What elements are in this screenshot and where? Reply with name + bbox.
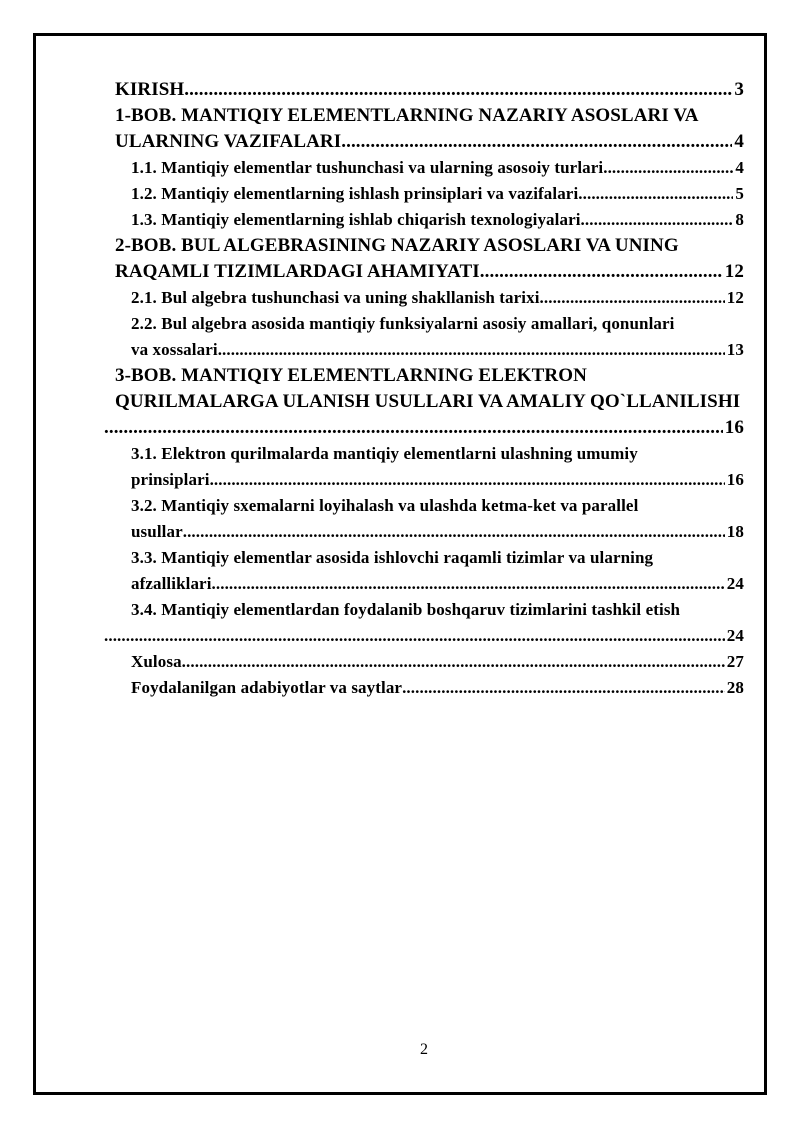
toc-entry-text: Xulosa bbox=[131, 652, 182, 671]
toc-entry-text: 1.2. Mantiqiy elementlarning ishlash prinsiplari va vazifalari bbox=[131, 184, 579, 203]
toc-entry-text: afzalliklari bbox=[131, 574, 212, 593]
toc-line bbox=[104, 155, 744, 181]
toc-entry-1-bob[interactable] bbox=[104, 103, 744, 155]
toc-entry-text: 3.1. Elektron qurilmalarda mantiqiy elementlarni ulashning umumiy bbox=[131, 444, 638, 463]
toc-entry-text: RAQAMLI TIZIMLARDAGI AHAMIYATI bbox=[115, 261, 480, 282]
dot-leader bbox=[480, 259, 723, 285]
dot-leader bbox=[104, 415, 723, 441]
toc-line bbox=[104, 311, 744, 337]
toc-line bbox=[104, 337, 744, 363]
toc-entry-text: Foydalanilgan adabiyotlar va saytlar bbox=[131, 678, 403, 697]
toc-entry-text: 2-BOB. BUL ALGEBRASINING NAZARIY ASOSLARI VA UNING bbox=[115, 235, 679, 256]
toc-entry-page: 24 bbox=[726, 626, 744, 645]
toc-entry-2-1[interactable] bbox=[104, 285, 744, 311]
toc-line bbox=[104, 545, 744, 571]
toc-entry-text: 3.3. Mantiqiy elementlar asosida ishlovchi raqamli tizimlar va ularning bbox=[131, 548, 654, 567]
toc-line bbox=[104, 415, 744, 441]
toc-entry-page: 12 bbox=[724, 261, 744, 282]
toc-entry-1-1[interactable] bbox=[104, 155, 744, 181]
toc-entry-adabiyotlar[interactable] bbox=[104, 675, 744, 701]
toc-entry-3-bob[interactable] bbox=[104, 363, 744, 441]
dot-leader bbox=[581, 207, 734, 233]
toc-entry-page: 24 bbox=[726, 574, 744, 593]
toc-entry-text: va xossalari bbox=[131, 340, 218, 359]
toc-entry-page: 4 bbox=[734, 131, 744, 152]
toc-entry-text: QURILMALARGA ULANISH USULLARI VA AMALIY QO`LLANILISHI bbox=[115, 391, 741, 412]
toc-entry-1-2[interactable] bbox=[104, 181, 744, 207]
toc-entry-text: KIRISH bbox=[115, 79, 185, 100]
toc-entry-text: 2.2. Bul algebra asosida mantiqiy funksiyalarni asosiy amallari, qonunlari bbox=[131, 314, 675, 333]
toc-line bbox=[104, 571, 744, 597]
toc-line bbox=[104, 493, 744, 519]
dot-leader bbox=[182, 649, 725, 675]
toc-entry-page: 27 bbox=[726, 652, 744, 671]
toc-line bbox=[104, 233, 744, 259]
toc-entry-3-3[interactable] bbox=[104, 545, 744, 597]
dot-leader bbox=[212, 571, 725, 597]
toc-entry-text: ULARNING VAZIFALARI bbox=[115, 131, 342, 152]
toc-entry-text: 1-BOB. MANTIQIY ELEMENTLARNING NAZARIY ASOSLARI VA bbox=[115, 105, 699, 126]
toc-entry-page: 4 bbox=[735, 158, 744, 177]
page-number: 2 bbox=[420, 1041, 428, 1058]
table-of-contents bbox=[104, 77, 744, 701]
dot-leader bbox=[578, 181, 733, 207]
toc-entry-1-3[interactable] bbox=[104, 207, 744, 233]
toc-line bbox=[104, 441, 744, 467]
toc-entry-page: 28 bbox=[726, 678, 744, 697]
toc-line bbox=[104, 623, 744, 649]
toc-entry-text: 3.2. Mantiqiy sxemalarni loyihalash va ulashda ketma-ket va parallel bbox=[131, 496, 639, 515]
toc-line bbox=[104, 77, 744, 103]
toc-entry-page: 3 bbox=[734, 79, 744, 100]
toc-entry-kirish[interactable] bbox=[104, 77, 744, 103]
toc-entry-text: 3.4. Mantiqiy elementlardan foydalanib boshqaruv tizimlarini tashkil etish bbox=[131, 600, 681, 619]
toc-line bbox=[104, 129, 744, 155]
toc-entry-3-2[interactable] bbox=[104, 493, 744, 545]
toc-entry-text: 1.1. Mantiqiy elementlar tushunchasi va ularning asosoiy turlari bbox=[131, 158, 604, 177]
dot-leader bbox=[104, 623, 725, 649]
toc-entry-2-bob[interactable] bbox=[104, 233, 744, 285]
toc-line bbox=[104, 649, 744, 675]
toc-entry-text: 3-BOB. MANTIQIY ELEMENTLARNING ELEKTRON bbox=[115, 365, 587, 386]
toc-entry-3-4[interactable] bbox=[104, 597, 744, 649]
dot-leader bbox=[540, 285, 725, 311]
toc-entry-3-1[interactable] bbox=[104, 441, 744, 493]
toc-entry-page: 16 bbox=[726, 470, 744, 489]
toc-line bbox=[104, 597, 744, 623]
dot-leader bbox=[183, 519, 725, 545]
dot-leader bbox=[402, 675, 725, 701]
toc-entry-text: 2.1. Bul algebra tushunchasi va uning shakllanish tarixi bbox=[131, 288, 540, 307]
dot-leader bbox=[218, 337, 725, 363]
toc-entry-page: 8 bbox=[735, 210, 744, 229]
toc-line bbox=[104, 207, 744, 233]
toc-line bbox=[104, 467, 744, 493]
dot-leader bbox=[603, 155, 733, 181]
toc-entry-page: 12 bbox=[726, 288, 744, 307]
dot-leader bbox=[210, 467, 725, 493]
toc-entry-page: 16 bbox=[724, 417, 744, 438]
toc-line bbox=[104, 363, 744, 389]
toc-entry-page: 5 bbox=[735, 184, 744, 203]
dot-leader bbox=[341, 129, 732, 155]
toc-entry-text: 1.3. Mantiqiy elementlarning ishlab chiqarish texnologiyalari bbox=[131, 210, 581, 229]
toc-entry-text: prinsiplari bbox=[131, 470, 210, 489]
toc-entry-xulosa[interactable] bbox=[104, 649, 744, 675]
toc-line bbox=[104, 181, 744, 207]
toc-line bbox=[104, 675, 744, 701]
toc-entry-2-2[interactable] bbox=[104, 311, 744, 363]
toc-entry-text: usullar bbox=[131, 522, 183, 541]
toc-entry-page: 18 bbox=[726, 522, 744, 541]
toc-line bbox=[104, 285, 744, 311]
toc-line bbox=[104, 519, 744, 545]
toc-line bbox=[104, 259, 744, 285]
toc-line bbox=[104, 103, 744, 129]
dot-leader bbox=[184, 77, 732, 103]
toc-line bbox=[104, 389, 744, 415]
toc-entry-page: 13 bbox=[726, 340, 744, 359]
